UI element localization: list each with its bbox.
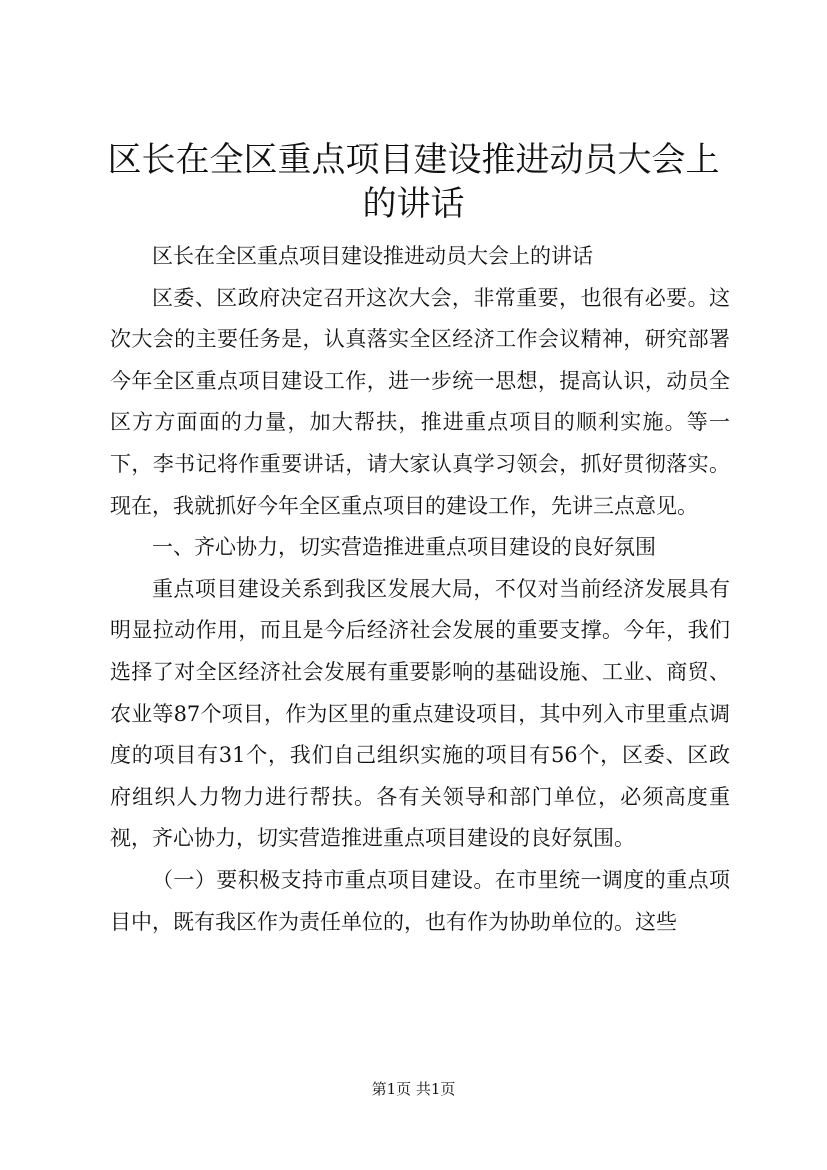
document-body — [110, 236, 730, 943]
paragraph-section-one-body: 重点项目建设关系到我区发展大局，不仅对当前经济发展具有明显拉动作用，而且是今后经济社会发展的重要支撑。今年，我们选择了对全区经济社会发展有重要影响的基础设施、工业、商贸、农业等87个项目，作为区里的重点建设项目，其中列入市里重点调度的项目有31个，我们自己组织实施的项目有56个，区委、区政府组织人力物力进行帮扶。各有关领导和部门单位，必须高度重视，齐心协力，切实营造推进重点项目建设的良好氛围。 — [110, 576, 730, 851]
paragraph-subsection-one: （一）要积极支持市重点项目建设。在市里统一调度的重点项目中，既有我区作为责任单位的，也有作为协助单位的。这些 — [110, 867, 730, 934]
paragraph-intro: 区委、区政府决定召开这次大会，非常重要，也很有必要。这次大会的主要任务是，认真落实全区经济工作会议精神，研究部署今年全区重点项目建设工作，进一步统一思想，提高认识，动员全区方方面面的力量，加大帮扶，推进重点项目的顺利实施。等一下，李书记将作重要讲话，请大家认真学习领会，抓好贯彻落实。现在，我就抓好今年全区重点项目的建设工作，先讲三点意见。 — [110, 285, 730, 518]
page-footer: 第1页 共1页 — [371, 1080, 456, 1098]
paragraph-section-one-heading: 一、齐心协力，切实营造推进重点项目建设的良好氛围 — [152, 535, 656, 560]
paragraph-heading-repeat: 区长在全区重点项目建设推进动员大会上的讲话 — [152, 244, 593, 268]
document-title: 区长在全区重点项目建设推进动员大会上的讲话 — [107, 140, 720, 224]
